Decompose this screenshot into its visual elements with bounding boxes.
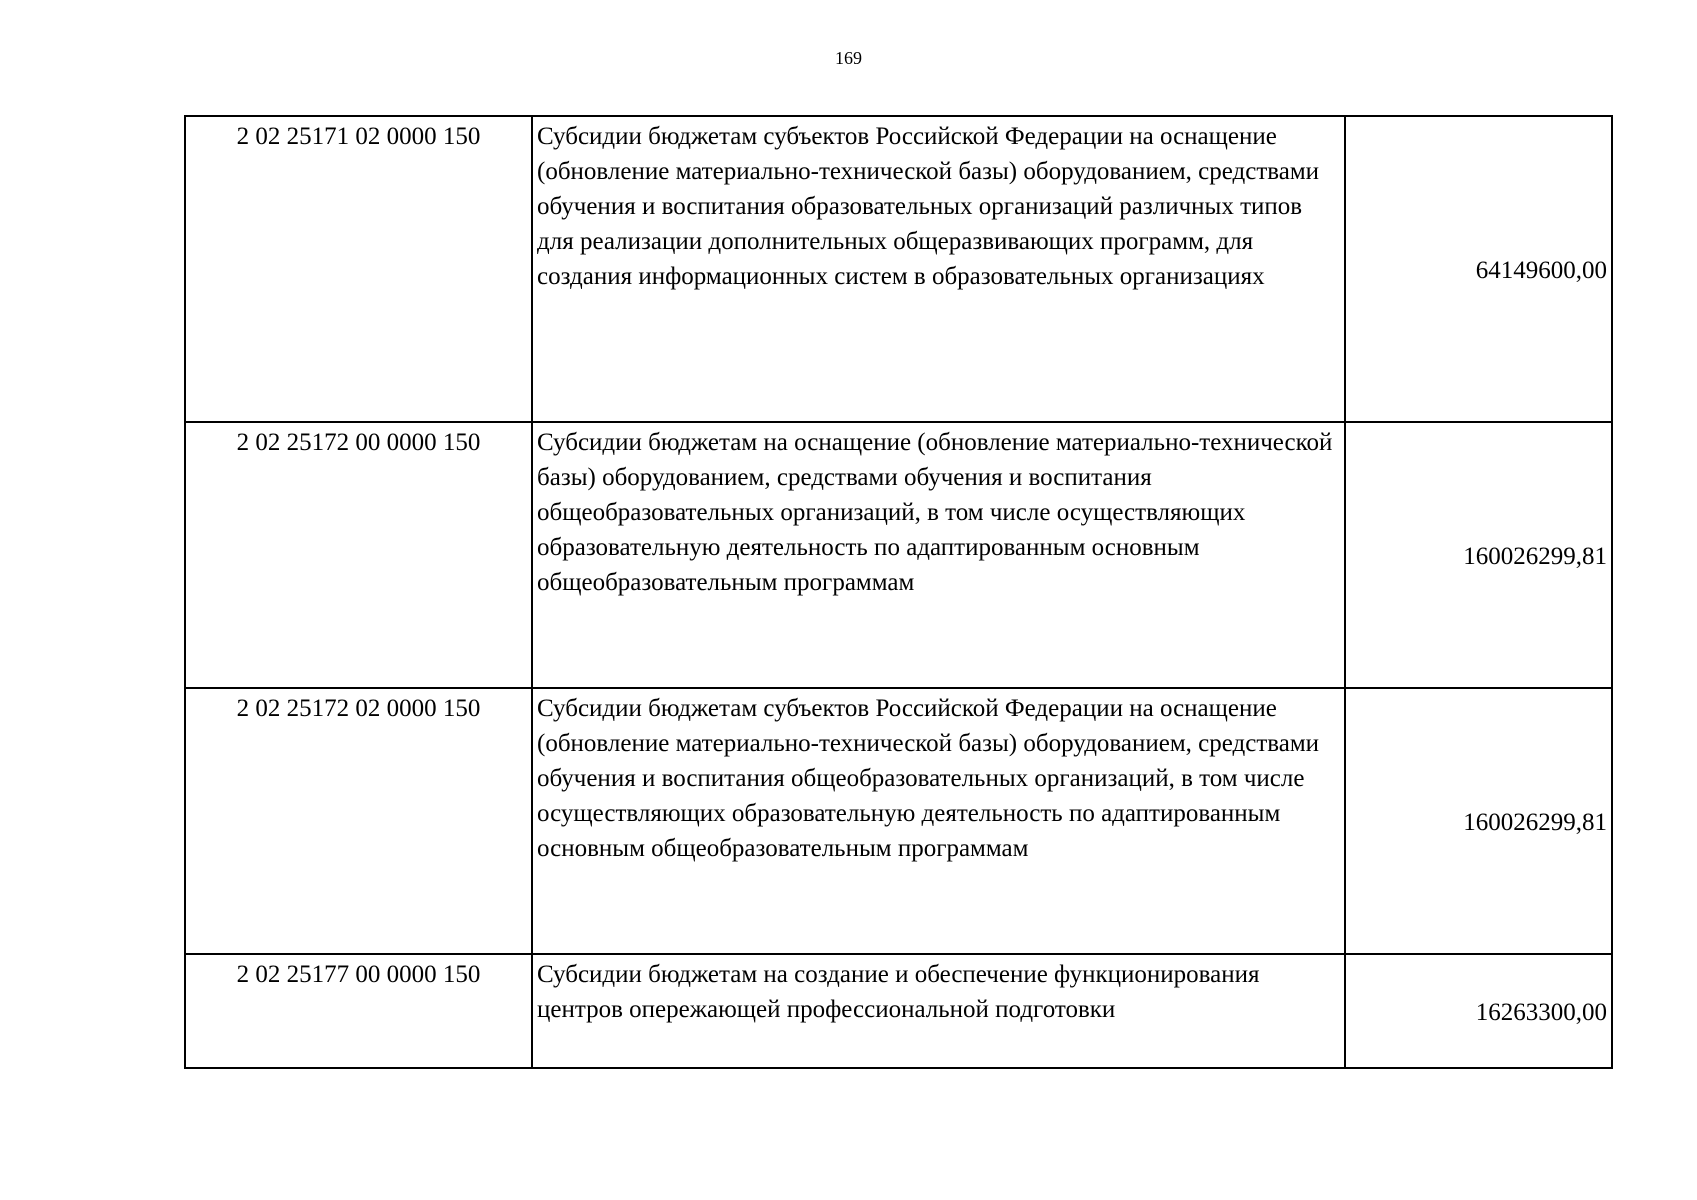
table-row [185, 688, 1612, 954]
budget-code: 2 02 25172 02 0000 150 [185, 688, 532, 954]
table-row [185, 116, 1612, 422]
table-row [185, 954, 1612, 1068]
budget-description: Субсидии бюджетам на оснащение (обновление материально-технической базы) оборудованием, средствами обучения и воспитания общеобразовательных организаций, в том числе осуществляющих образовательную деятельность по адаптированным основным общеобразовательным программам [532, 422, 1345, 688]
budget-description: Субсидии бюджетам субъектов Российской Федерации на оснащение (обновление материально-технической базы) оборудованием, средствами обучения и воспитания общеобразовательных организаций, в том числе осуществляющих образовательную деятельность по адаптированным основным общеобразовательным программам [532, 688, 1345, 954]
budget-description: Субсидии бюджетам субъектов Российской Федерации на оснащение (обновление материально-технической базы) оборудованием, средствами обучения и воспитания образовательных организаций различных типов для реализации дополнительных общеразвивающих программ, для создания информационных систем в образовательных организациях [532, 116, 1345, 422]
budget-code: 2 02 25172 00 0000 150 [185, 422, 532, 688]
budget-table [184, 115, 1613, 1069]
budget-amount: 64149600,00 [1345, 116, 1612, 422]
budget-code: 2 02 25177 00 0000 150 [185, 954, 532, 1068]
budget-amount: 160026299,81 [1345, 688, 1612, 954]
budget-description: Субсидии бюджетам на создание и обеспечение функционирования центров опережающей профессиональной подготовки [532, 954, 1345, 1068]
page-number: 169 [835, 48, 862, 68]
budget-amount: 160026299,81 [1345, 422, 1612, 688]
budget-amount: 16263300,00 [1345, 954, 1612, 1068]
table-row [185, 422, 1612, 688]
budget-code: 2 02 25171 02 0000 150 [185, 116, 532, 422]
